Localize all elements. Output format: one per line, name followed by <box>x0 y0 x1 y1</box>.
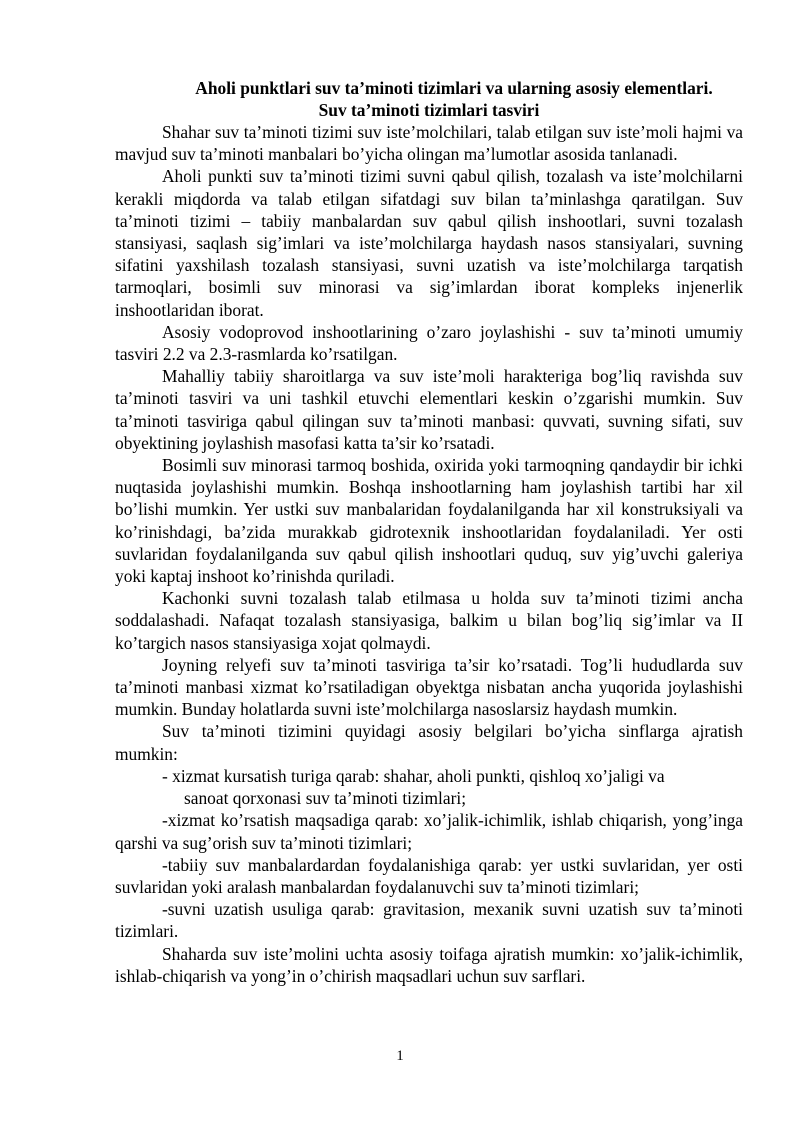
list-item: -suvni uzatish usuliga qarab: gravitasion, mexanik suvni uzatish suv ta’minoti tizimlari. <box>115 899 743 942</box>
document-title: Aholi punktlari suv ta’minoti tizimlari va ularning asosiy elementlari. <box>195 78 713 98</box>
list-item-line: - xizmat kursatish turiga qarab: shahar, aholi punkti, qishloq xo’jaligi va <box>162 765 665 786</box>
page-number: 1 <box>396 1048 404 1064</box>
paragraph: Bosimli suv minorasi tarmoq boshida, oxirida yoki tarmoqning qandaydir bir ichki nuqtasida joylashishi mumkin. Boshqa inshootlarning ham joylashish tartibi har xil bo’lishi mumkin. Yer ustki suv manbalaridan foydalanilganda har xil konstruksiyali va ko’rinishdagi, ba’zida murakkab gidrotexnik inshootlaridan foydalaniladi. Yer osti suvlaridan foydalanilganda suv qabul qilish inshootlari quduq, suv yig’uvchi galeriya yoki kaptaj inshoot ko’rinishda quriladi. <box>115 455 743 587</box>
section-title: Suv ta’minoti tizimlari tasviri <box>318 100 540 120</box>
list-item-line: sanoat qorxonasi suv ta’minoti tizimlari; <box>184 788 467 809</box>
paragraph: Shahar suv ta’minoti tizimi suv iste’molchilari, talab etilgan suv iste’moli hajmi va mavjud suv ta’minoti manbalari bo’yicha olingan ma’lumotlar asosida tanlanadi. <box>115 122 743 165</box>
document-body <box>115 121 743 987</box>
paragraph: Shaharda suv iste’molini uchta asosiy toifaga ajratish mumkin: xo’jalik-ichimlik, ishlab-chiqarish va yong’in o’chirish maqsadlari uchun suv sarflari. <box>115 943 743 986</box>
paragraph: Joyning relyefi suv ta’minoti tasviriga ta’sir ko’rsatadi. Tog’li hududlarda suv ta’minoti manbasi xizmat ko’rsatiladigan obyektga nisbatan ancha yuqorida joylashishi mumkin. Bunday holatlarda suvni iste’molchilarga nasoslarsiz haydash mumkin. <box>115 654 743 720</box>
list-item: -xizmat ko’rsatish maqsadiga qarab: xo’jalik-ichimlik, ishlab chiqarish, yong’inga qarshi va sug’orish suv ta’minoti tizimlari; <box>115 810 743 853</box>
list-item: -tabiiy suv manbalardardan foydalanishiga qarab: yer ustki suvlaridan, yer osti suvlaridan yoki aralash manbalardan foydalanuvchi suv ta’minoti tizimlari; <box>115 854 743 897</box>
paragraph: Suv ta’minoti tizimini quyidagi asosiy belgilari bo’yicha sinflarga ajratish mumkin: <box>115 721 743 764</box>
paragraph: Kachonki suvni tozalash talab etilmasa u holda suv ta’minoti tizimi ancha soddalashadi. Nafaqat tozalash stansiyasiga, balkim u bilan bog’liq sig’imlar va II ko’targich nasos stansiyasiga xojat qolmaydi. <box>115 588 743 653</box>
paragraph: Mahalliy tabiiy sharoitlarga va suv iste’moli harakteriga bog’liq ravishda suv ta’minoti tasviri va uni tashkil etuvchi elementlari keskin o’zgarishi mumkin. Suv ta’minoti tasviriga qabul qilingan suv ta’minoti manbasi: quvvati, suvning sifati, suv obyektining joylashish masofasi katta ta’sir ko’rsatadi. <box>115 366 743 453</box>
paragraph: Asosiy vodoprovod inshootlarining o’zaro joylashishi - suv ta’minoti umumiy tasviri 2.2 va 2.3-rasmlarda ko’rsatilgan. <box>115 321 743 365</box>
paragraph: Aholi punkti suv ta’minoti tizimi suvni qabul qilish, tozalash va iste’molchilarni kerakli miqdorda va talab etilgan sifatdagi suv bilan ta’minlashga qaratilgan. Suv ta’minoti tizimi – tabiiy manbalardan suv qabul qilish inshootlari, suvni tozalash stansiyasi, saqlash sig’imlari va iste’molchilarga haydash nasos stansiyalari, suvning sifatini yaxshilash tozalash stansiyasi, suvni uzatish va iste’molchilarga tarqatish tarmoqlari, bosimli suv minorasi va sig’imlardan iborat kompleks injenerlik inshootlaridan iborat. <box>115 166 743 320</box>
list-item <box>115 765 743 809</box>
